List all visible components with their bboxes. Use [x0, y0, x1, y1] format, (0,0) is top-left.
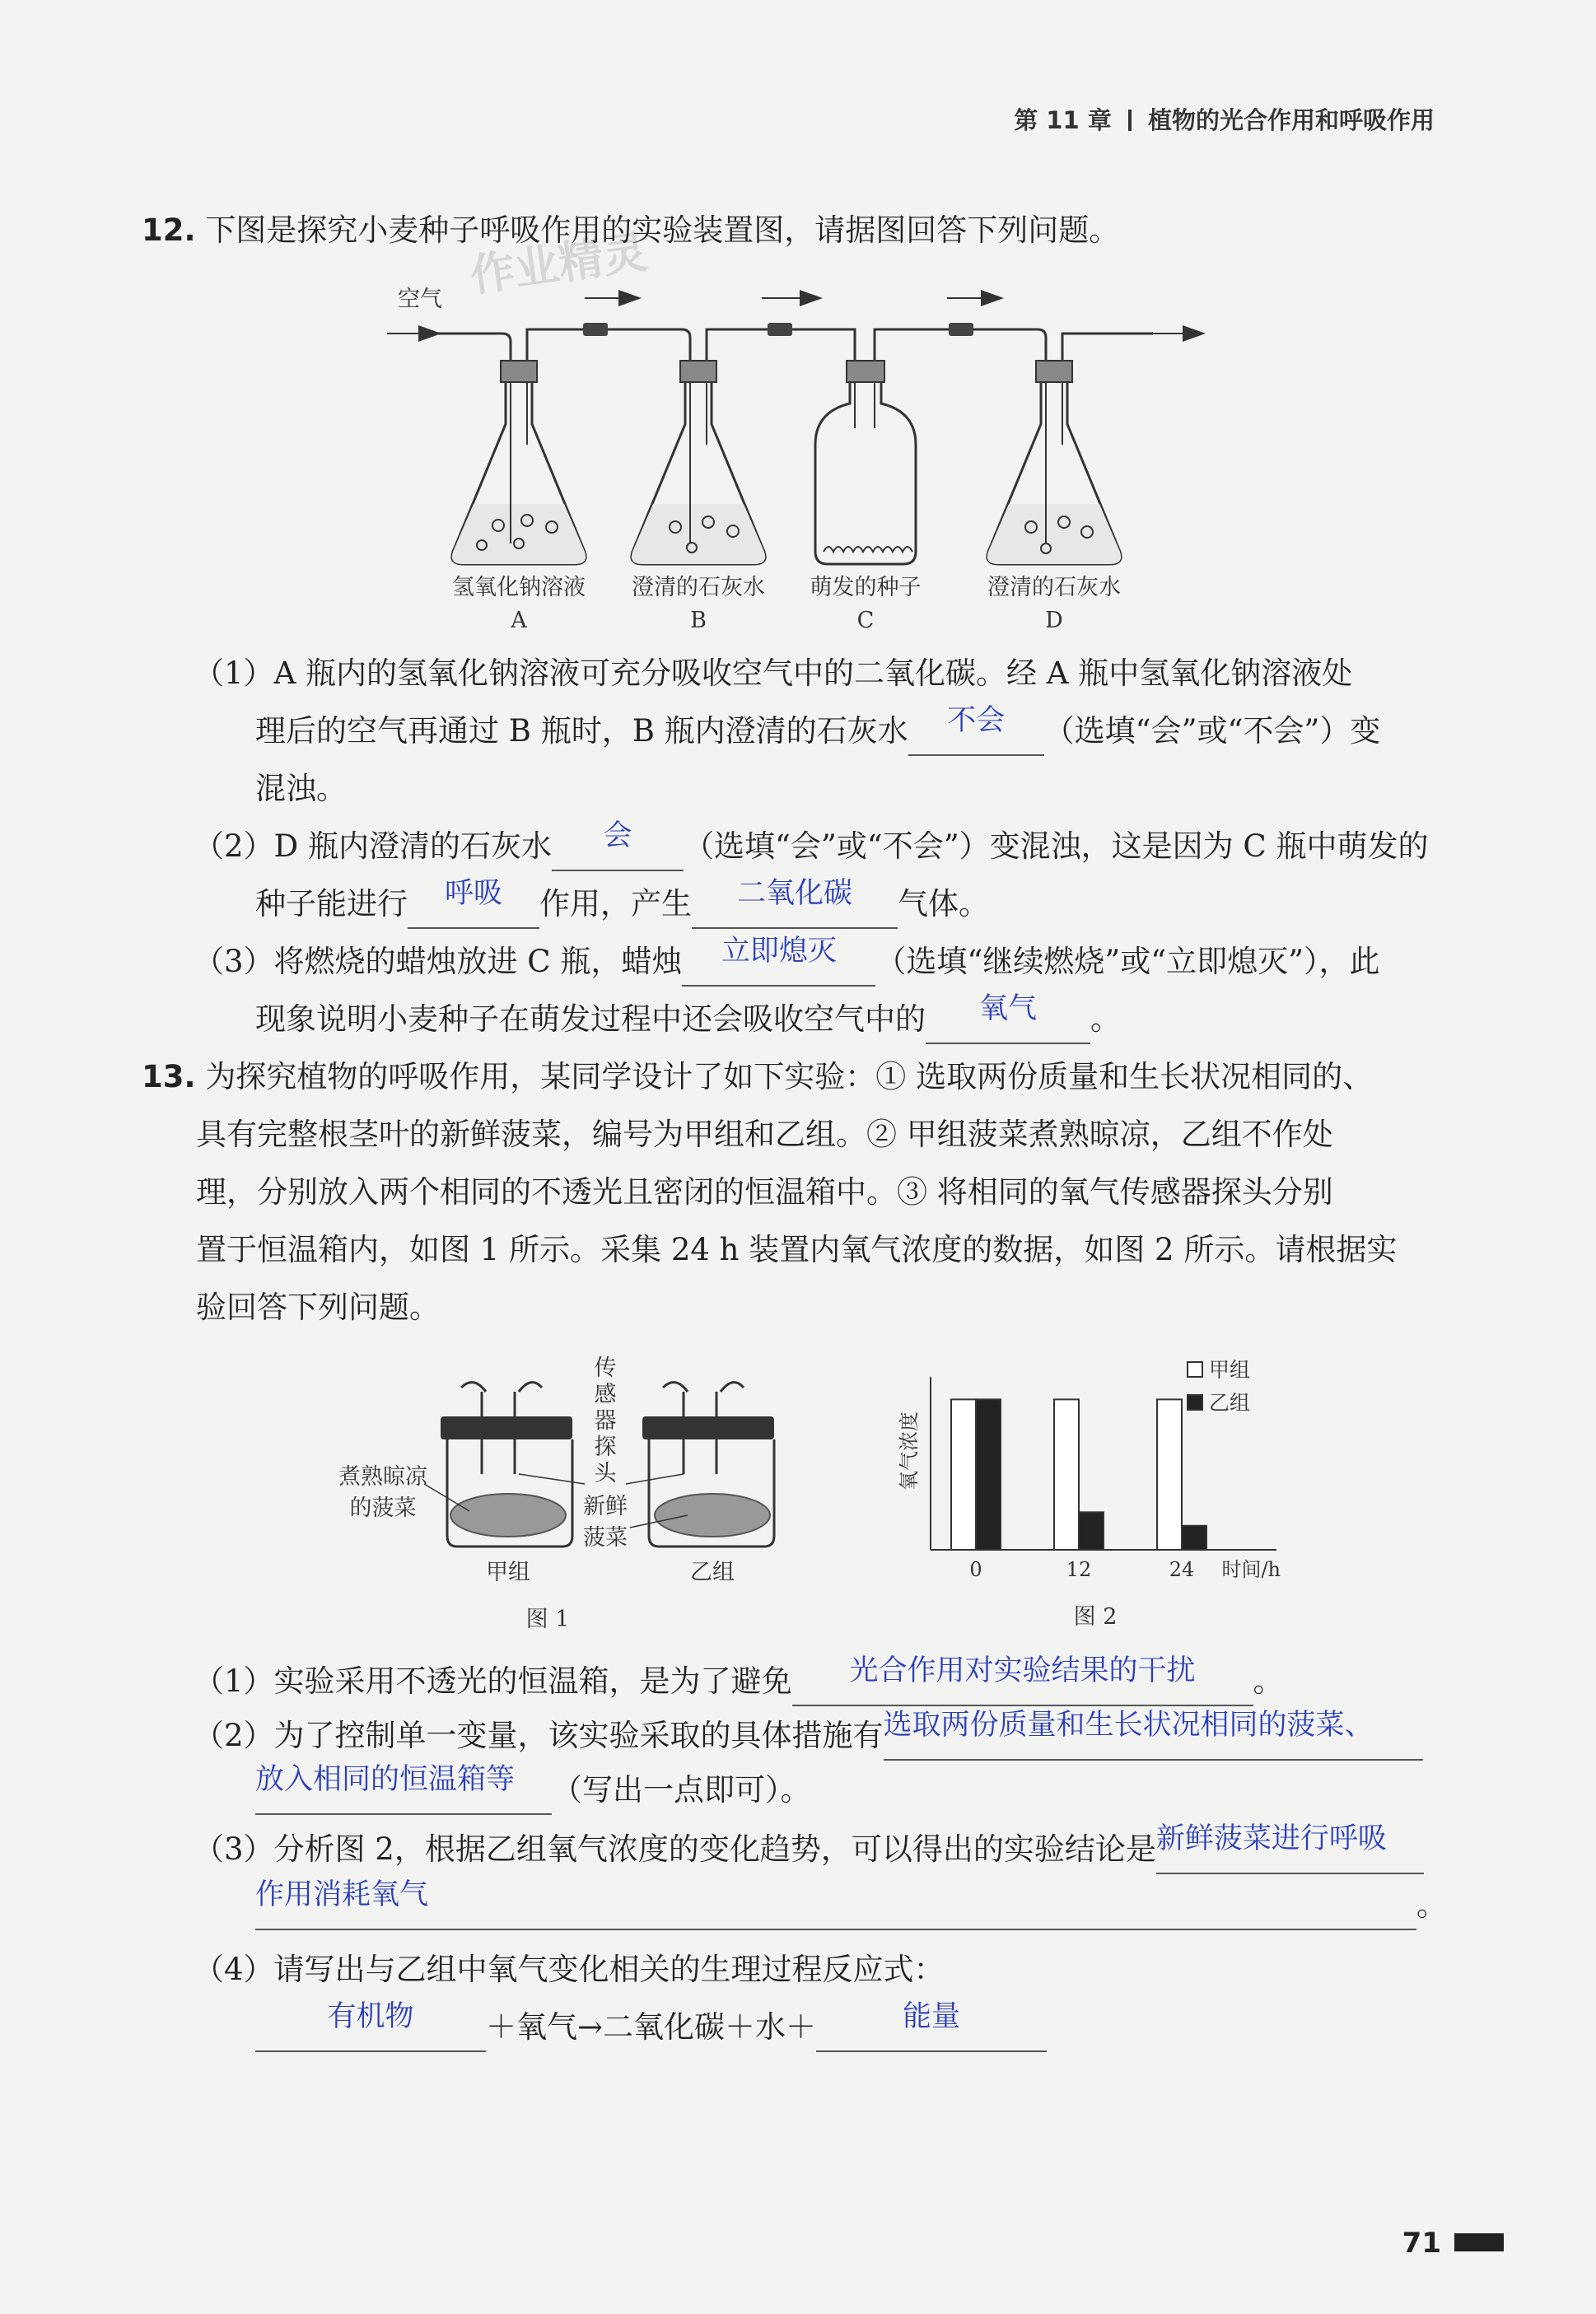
tube-clamp-1 — [583, 323, 608, 336]
bottle-b-letter: B — [690, 608, 707, 633]
q13-p2-line2 — [255, 1763, 811, 1815]
legend-label-group-a: 甲组 — [1209, 1359, 1251, 1382]
q12-p2-blank-2 — [408, 877, 539, 929]
x-tick-0: 0 — [969, 1558, 982, 1581]
bottle-c — [815, 361, 916, 564]
q13-p4-blank-1 — [255, 2000, 486, 2052]
inlet-tube-a — [438, 334, 511, 362]
q13-p2-line1 — [194, 1711, 1423, 1761]
legend-label-group-b: 乙组 — [1209, 1391, 1251, 1415]
page-number-bar — [1454, 2233, 1504, 2251]
boiled-spinach-label-1: 煮熟晾凉 — [338, 1464, 427, 1490]
x-axis-label: 时间/h — [1221, 1558, 1281, 1581]
q12-p3-line2 — [255, 992, 1121, 1044]
legend-swatch-group-a — [1188, 1362, 1202, 1377]
q12-p2-line2 — [255, 879, 989, 929]
q12-p1-line1: （1）A 瓶内的氢氧化钠溶液可充分吸收空气中的二氧化碳。经 A 瓶中氢氧化钠溶液处 — [194, 655, 1353, 691]
q12-p3-text-post-2: 。 — [1090, 1001, 1121, 1037]
q13-p1-answer: 光合作用对实验结果的干扰 — [849, 1654, 1196, 1687]
q13-number: 13. — [142, 1059, 196, 1094]
bottle-d-letter: D — [1045, 608, 1063, 633]
q13-p1-blank — [792, 1654, 1253, 1706]
q13-p1 — [194, 1654, 1284, 1706]
q13-p3-line1 — [194, 1822, 1424, 1874]
tube-clamp-3 — [949, 323, 973, 336]
page-number: 71 — [1402, 2227, 1441, 2260]
q12-p2-blank-1 — [552, 819, 684, 871]
flask-b — [632, 361, 765, 564]
q13-p4-mid: ＋氧气→二氧化碳＋水＋ — [486, 2009, 817, 2045]
bottle-a-label: 氢氧化钠溶液 — [452, 575, 586, 600]
q12-p3-line1 — [194, 937, 1380, 987]
leader-line-sensor-a — [519, 1474, 585, 1484]
incubator-group-b — [642, 1383, 774, 1547]
q13-p4-blank-2 — [816, 2000, 1047, 2052]
bottle-c-letter: C — [856, 608, 875, 633]
figure-2-chart — [881, 1359, 1326, 1631]
legend-swatch-group-b — [1188, 1395, 1202, 1410]
group-b-label: 乙组 — [690, 1560, 735, 1585]
q13-p2-answer-2: 放入相同的恒温箱等 — [255, 1763, 516, 1796]
q12-p2-answer-1: 会 — [603, 819, 632, 852]
bottle-b-label: 澄清的石灰水 — [632, 575, 765, 600]
svg-text:传: 传 — [594, 1355, 617, 1381]
header-divider — [1128, 110, 1132, 131]
q12-p2-text-post: （选填“会”或“不会”）变混浊，这是因为 C 瓶中萌发的 — [683, 828, 1429, 864]
q12-p3-text: （3）将燃烧的蜡烛放进 C 瓶，蜡烛 — [194, 944, 683, 979]
figure-1-incubators — [325, 1351, 803, 1631]
q12-stem-text: 下图是探究小麦种子呼吸作用的实验装置图，请据图回答下列问题。 — [205, 212, 1120, 248]
q13-p1-post: 。 — [1253, 1663, 1284, 1699]
sensor-label-vertical — [595, 1355, 618, 1486]
q13-p4-line2 — [255, 2000, 1047, 2052]
q12-p2-text-post-2: 气体。 — [898, 886, 989, 921]
q13-p3-answer-2: 作用消耗氧气 — [255, 1878, 429, 1911]
q13-p4-answer-1: 有机物 — [327, 2000, 414, 2033]
chapter-title: 植物的光合作用和呼吸作用 — [1147, 106, 1435, 134]
flask-d — [987, 361, 1121, 564]
q13-p1-text: （1）实验采用不透光的恒温箱，是为了避免 — [194, 1663, 792, 1699]
q13-stem-line4: 置于恒温箱内，如图 1 所示。采集 24 h 装置内氧气浓度的数据，如图 2 所示。请根据实 — [196, 1232, 1398, 1267]
q12-p1-answer: 不会 — [947, 704, 1006, 737]
bar-group-a-0h — [951, 1399, 976, 1550]
q12-p1-text: 理后的空气再通过 B 瓶时，B 瓶内澄清的石灰水 — [255, 713, 908, 749]
x-tick-24: 24 — [1169, 1558, 1195, 1581]
q13-p3-answer-1: 新鲜菠菜进行呼吸 — [1155, 1822, 1387, 1855]
q13-p3-line2 — [255, 1878, 1447, 1930]
svg-text:探: 探 — [594, 1435, 617, 1460]
figure-2-caption: 图 2 — [1073, 1604, 1118, 1630]
chapter-number: 第 11 章 — [1014, 106, 1112, 134]
q13-p3-blank-1 — [1155, 1822, 1424, 1874]
boiled-spinach-label-2: 的菠菜 — [349, 1495, 417, 1521]
q13-p2-blank-1 — [883, 1709, 1423, 1761]
q13-stem-line5: 验回答下列问题。 — [196, 1290, 440, 1325]
q13-p3-text: （3）分析图 2，根据乙组氧气浓度的变化趋势，可以得出的实验结论是 — [194, 1831, 1156, 1867]
bar-group-a-12h — [1054, 1399, 1079, 1550]
q13-stem-line1 — [142, 1052, 1373, 1102]
bottle-c-label: 萌发的种子 — [810, 575, 922, 600]
outlet-tube-d — [1062, 334, 1153, 362]
q12-p3-text-2: 现象说明小麦种子在萌发过程中还会吸收空气中的 — [255, 1001, 926, 1037]
q13-p4-answer-2: 能量 — [903, 2000, 961, 2033]
q13-p3-post: 。 — [1416, 1887, 1447, 1923]
svg-text:器: 器 — [594, 1408, 617, 1434]
q12-p3-text-post: （选填“继续燃烧”或“立即熄灭”），此 — [875, 944, 1380, 979]
q13-p3-blank-2 — [255, 1878, 1416, 1930]
y-axis-label: 氧气浓度 — [898, 1411, 921, 1491]
svg-text:感: 感 — [594, 1382, 617, 1407]
q12-apparatus-diagram — [362, 280, 1244, 642]
bar-group-b-12h — [1079, 1512, 1104, 1550]
q12-p1-line2 — [255, 704, 1381, 756]
q12-p2-text-mid: 作用，产生 — [539, 886, 692, 921]
q12-p2-answer-3: 二氧化碳 — [736, 877, 852, 910]
q12-p3-blank-2 — [926, 992, 1090, 1044]
leader-line-sensor-b — [626, 1474, 684, 1484]
incubator-group-a — [441, 1383, 572, 1547]
q13-stem-line3: 理，分别放入两个相同的不透光且密闭的恒温箱中。③ 将相同的氧气传感器探头分别 — [196, 1174, 1333, 1210]
group-a-label: 甲组 — [486, 1560, 530, 1585]
q12-p2-text-2: 种子能进行 — [255, 886, 408, 921]
bar-group-b-24h — [1182, 1526, 1206, 1550]
q12-p2-text: （2）D 瓶内澄清的石灰水 — [194, 828, 552, 864]
bar-group-a-24h — [1157, 1399, 1182, 1550]
q13-p2-answer-1: 选取两份质量和生长状况相同的菠菜、 — [883, 1709, 1374, 1742]
q12-p1-line3: 混浊。 — [255, 771, 347, 806]
tube-clamp-2 — [768, 323, 792, 336]
q12-p2-line1 — [194, 819, 1429, 871]
q12-p1-text-post: （选填“会”或“不会”）变 — [1043, 713, 1381, 749]
q13-stem-line2: 具有完整根茎叶的新鲜菠菜，编号为甲组和乙组。② 甲组菠菜煮熟晾凉，乙组不作处 — [196, 1117, 1333, 1152]
q12-number: 12. — [142, 212, 196, 248]
q12-p1-blank — [908, 704, 1044, 756]
air-label: 空气 — [398, 287, 442, 312]
svg-text:头: 头 — [594, 1461, 617, 1486]
q12-p3-answer-1: 立即熄灭 — [721, 935, 837, 968]
flask-a — [452, 361, 586, 564]
x-tick-12: 12 — [1066, 1558, 1092, 1581]
fresh-spinach-label-1: 新鲜 — [583, 1494, 628, 1519]
bar-group-b-0h — [976, 1399, 1001, 1550]
bottle-a-letter: A — [511, 608, 527, 633]
q13-p4-line1: （4）请写出与乙组中氧气变化相关的生理过程反应式： — [194, 1952, 945, 1987]
chapter-header — [1014, 102, 1435, 136]
bottle-d-label: 澄清的石灰水 — [987, 575, 1121, 600]
q13-p2-post: （写出一点即可）。 — [552, 1772, 811, 1808]
fresh-spinach-label-2: 菠菜 — [583, 1525, 628, 1551]
q12-p3-blank-1 — [682, 935, 875, 987]
q12-p2-answer-2: 呼吸 — [444, 877, 502, 910]
figure-1-caption: 图 1 — [525, 1607, 570, 1631]
q13-p2-blank-2 — [255, 1763, 552, 1815]
tube-a-b — [527, 329, 690, 362]
q12-p2-blank-3 — [692, 877, 898, 929]
q12-stem — [142, 206, 1119, 255]
q13-p2-text: （2）为了控制单一变量，该实验采取的具体措施有 — [194, 1718, 884, 1753]
q12-p3-answer-2: 氧气 — [978, 992, 1037, 1025]
q13-stem-text-1: 为探究植物的呼吸作用，某同学设计了如下实验：① 选取两份质量和生长状况相同的、 — [205, 1059, 1374, 1094]
watermark: 作业精灵 — [467, 226, 651, 302]
